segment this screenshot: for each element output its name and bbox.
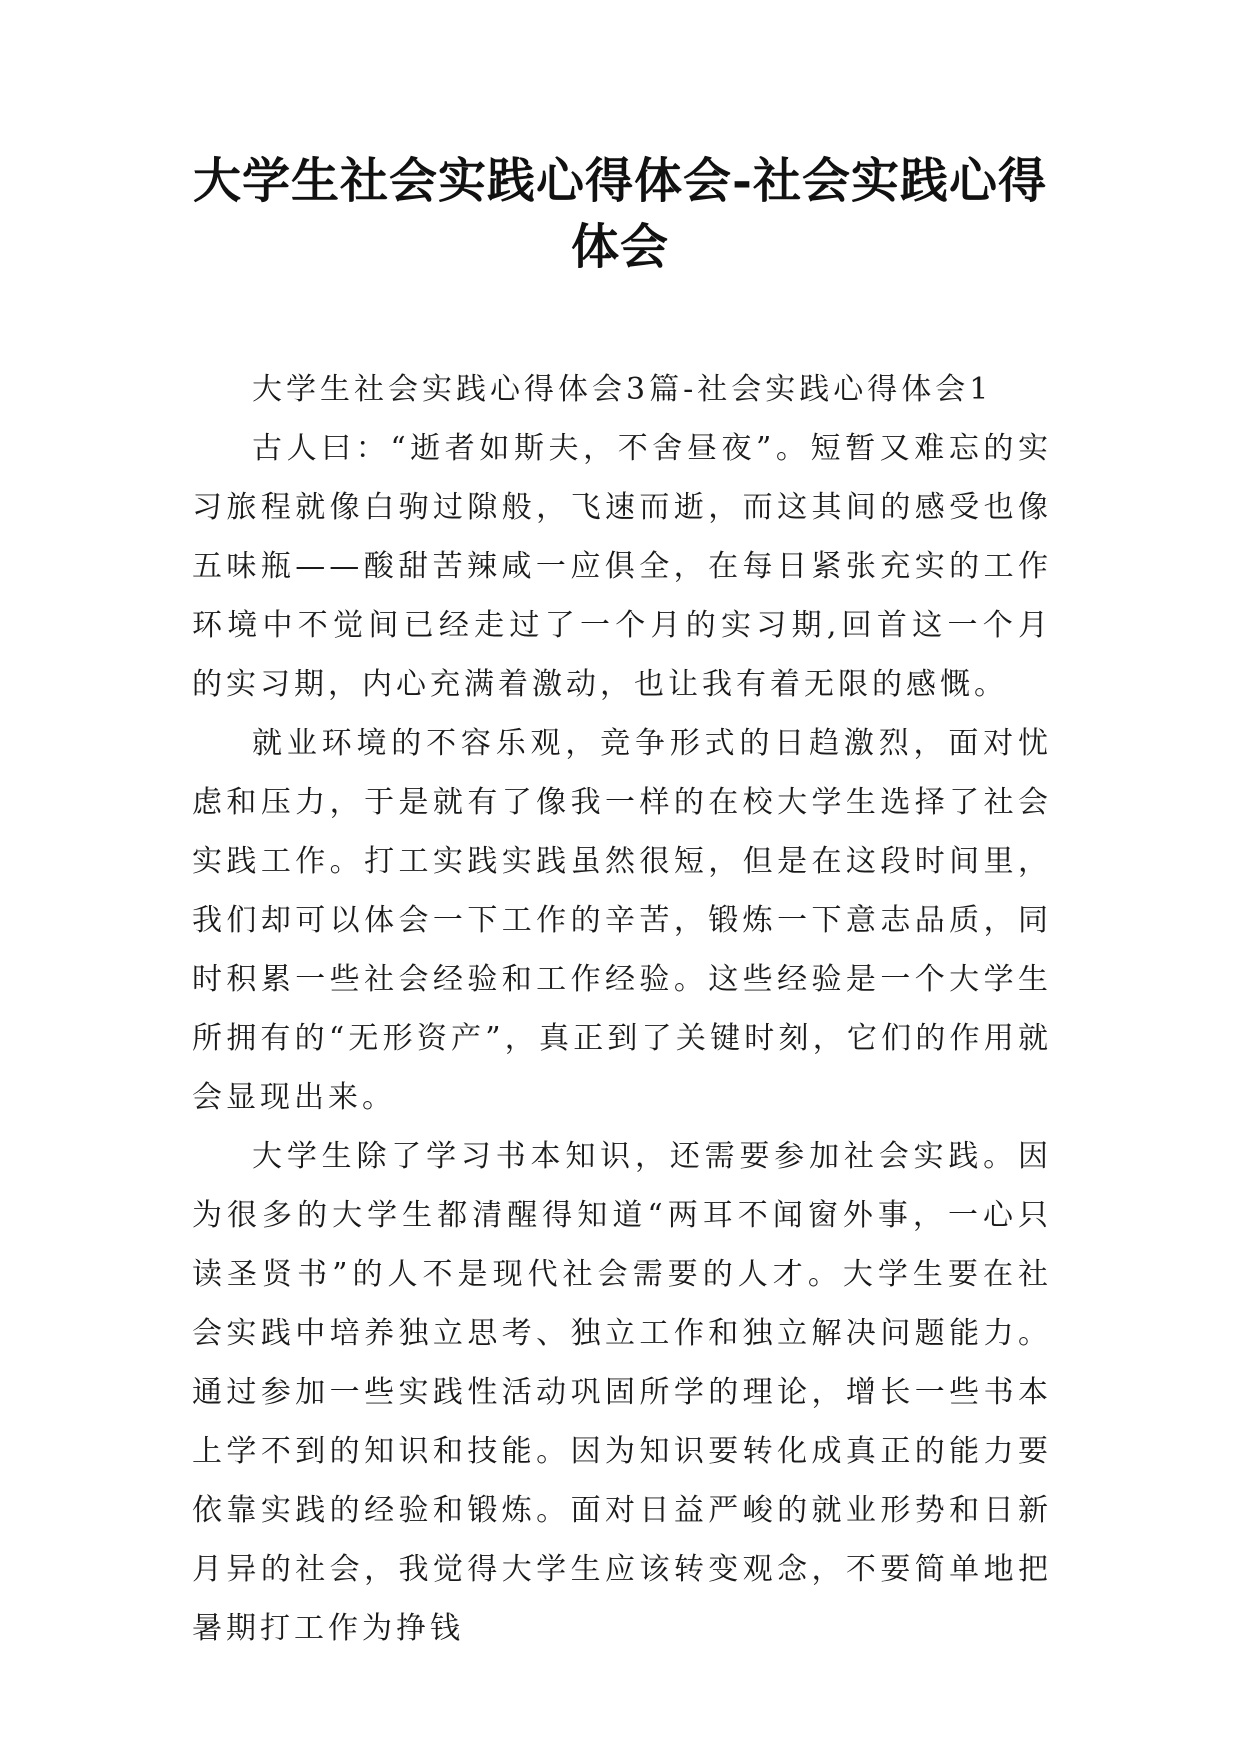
paragraph-2: 就业环境的不容乐观，竞争形式的日趋激烈，面对忧虑和压力，于是就有了像我一样的在校大学生选择了社会实践工作。打工实践实践虽然很短，但是在这段时间里，我们却可以体会一下工作的辛苦，锻炼一下意志品质，同时积累一些社会经验和工作经验。这些经验是一个大学生所拥有的“无形资产”，真正到了关键时刻，它们的作用就会显现出来。 — [192, 726, 1052, 1115]
document-title: 大学生社会实践心得体会-社会实践心得体会 — [193, 153, 1047, 275]
paragraph-1: 古人曰：“逝者如斯夫，不舍昼夜”。短暂又难忘的实习旅程就像白驹过隙般，飞速而逝，而这其间的感受也像五味瓶——酸甜苦辣咸一应俱全，在每日紧张充实的工作环境中不觉间已经走过了一个月的实习期,回首这一个月的实习期，内心充满着激动，也让我有着无限的感慨。 — [192, 431, 1052, 702]
document-body — [192, 360, 1052, 1658]
document-subtitle: 大学生社会实践心得体会3篇-社会实践心得体会1 — [252, 372, 993, 407]
paragraph-3: 大学生除了学习书本知识，还需要参加社会实践。因为很多的大学生都清醒得知道“两耳不闻窗外事，一心只读圣贤书”的人不是现代社会需要的人才。大学生要在社会实践中培养独立思考、独立工作和独立解决问题能力。通过参加一些实践性活动巩固所学的理论，增长一些书本上学不到的知识和技能。因为知识要转化成真正的能力要依靠实践的经验和锻炼。面对日益严峻的就业形势和日新月异的社会，我觉得大学生应该转变观念，不要简单地把暑期打工作为挣钱 — [192, 1139, 1052, 1646]
